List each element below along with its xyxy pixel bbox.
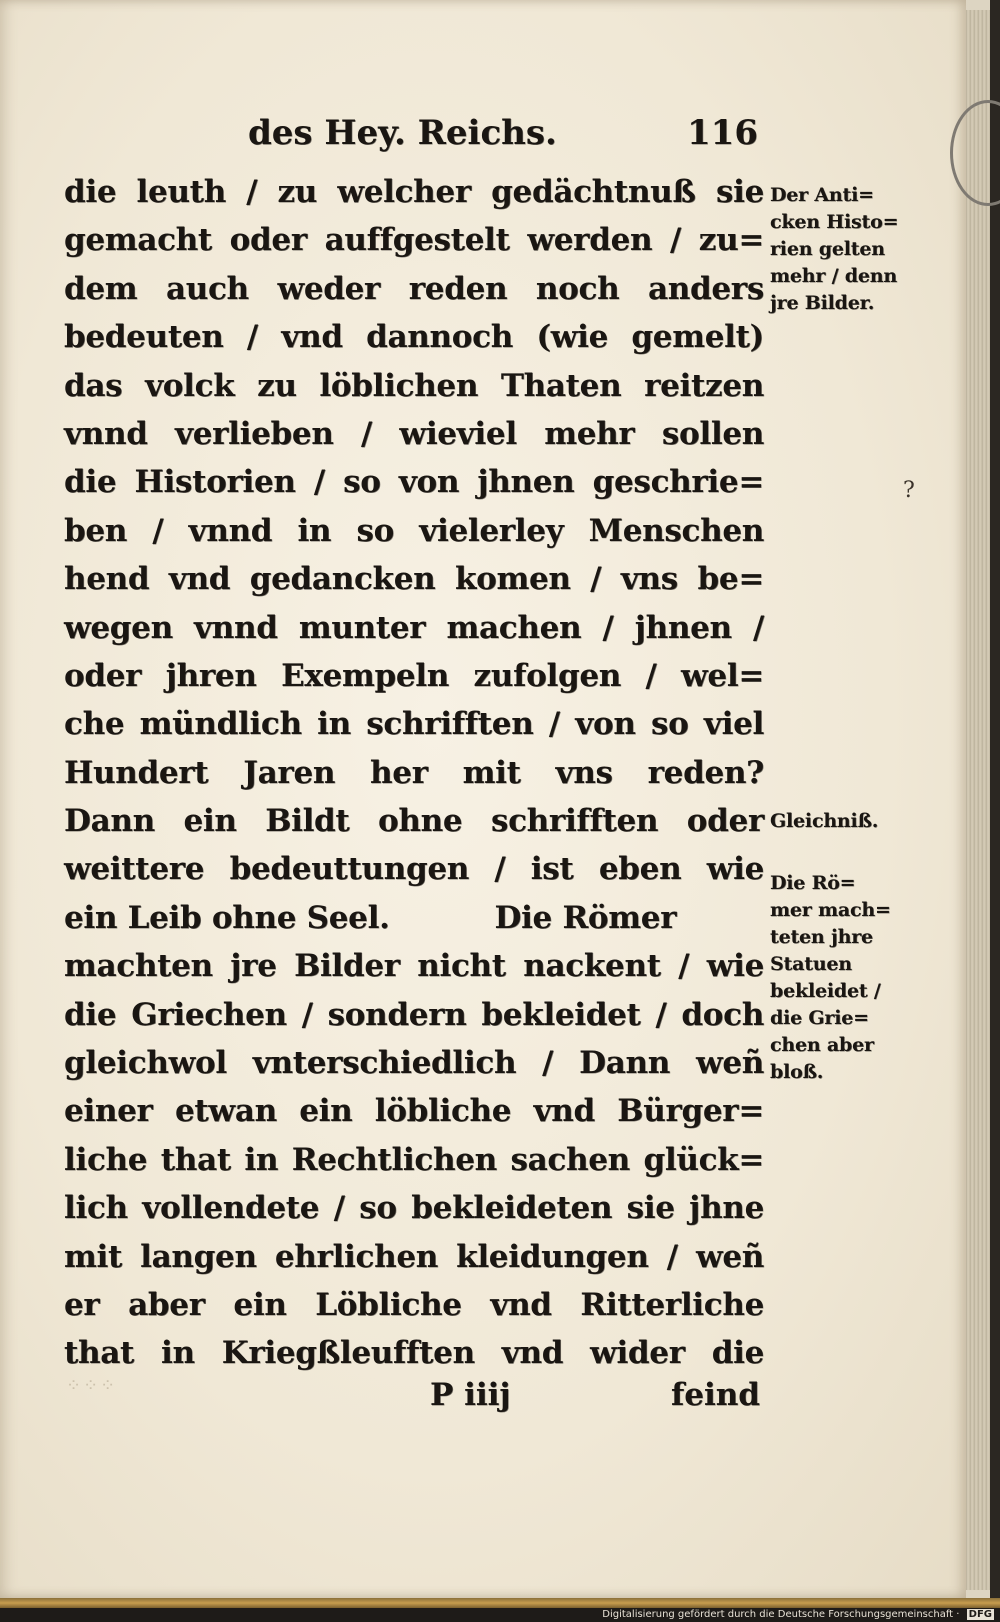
text-line: mit langen ehrlichen kleidungen / weñ [64,1238,764,1275]
margin-note-line: bekleidet / [770,980,881,1002]
margin-note-line: cken Histo= [770,211,899,233]
text-line: er aber ein Löbliche vnd Ritterliche [64,1286,764,1323]
text-line: that in Kriegßleufften vnd wider die [64,1335,764,1372]
margin-note-line: Gleichniß. [770,810,879,832]
text-line: machten jre Bilder nicht nackent / wie [64,948,764,985]
text-line: che mündlich in schrifften / von so viel [64,706,764,743]
text-line: vnnd verlieben / wieviel mehr sollen [64,415,764,452]
text-line: die Historien / so von jhnen geschrie= [64,464,764,501]
faint-stamp-mark: ⁘⁘⁘ [66,1375,118,1396]
margin-note-line: mehr / denn [770,265,897,287]
footer-separator: · [953,1609,963,1620]
text-line: wegen vnnd munter machen / jhnen / [64,609,764,646]
signature-mark: P iiij [430,1377,511,1413]
margin-note-line: jre Bilder. [770,292,875,314]
text-line: weittere bedeuttungen / ist eben wie [64,851,764,888]
text-line: ein Leib ohne Seel. Die Römer [64,899,677,936]
text-line: lich vollendete / so bekleideten sie jhne [64,1190,764,1227]
margin-note-line: bloß. [770,1061,824,1083]
text-line: die leuth / zu welcher gedächtnuß sie [64,174,764,210]
digitization-footer [0,1608,1000,1622]
text-line: oder jhren Exempeln zufolgen / wel= [64,657,764,694]
dfg-logo: DFG [968,1609,992,1620]
stray-ink-mark: ? [903,478,915,503]
text-line: Dann ein Bildt ohne schrifften oder [64,803,764,840]
running-title: des Hey. Reichs. [248,113,557,153]
page-number: 116 [687,113,758,153]
margin-note-line: Statuen [770,953,852,975]
text-line: liche that in Rechtlichen sachen glück= [64,1141,764,1178]
margin-note-line: Der Anti= [770,184,874,206]
main-text-block [64,168,764,1378]
scan-border [0,1598,1000,1608]
page-header [248,110,758,156]
text-line: dem auch weder reden noch anders [64,270,764,307]
text-line: gemacht oder auffgestelt werden / zu= [64,222,764,259]
catchword: feind [670,1377,760,1413]
text-line: einer etwan ein löbliche vnd Bürger= [64,1093,764,1130]
margin-note-antiquities [770,182,910,317]
margin-note-line: teten jhre [770,926,873,948]
margin-note-line: Die Rö= [770,872,856,894]
margin-note-romans [770,870,910,1086]
text-line: hend vnd gedancken komen / vns be= [64,561,764,598]
catchline [430,1370,760,1420]
footer-credit: Digitalisierung gefördert durch die Deutsche Forschungsgemeinschaft [602,1609,954,1620]
text-line: gleichwol vnterschiedlich / Dann weñ [64,1045,764,1082]
text-line: ben / vnnd in so vielerley Menschen [64,512,764,549]
margin-note-line: chen aber [770,1034,874,1056]
text-line: bedeuten / vnd dannoch (wie gemelt) [64,319,764,356]
margin-note-line: rien gelten [770,238,885,260]
text-line: das volck zu löblichen Thaten reitzen [64,367,764,404]
book-page-edges [966,10,990,1590]
text-line: Hundert Jaren her mit vns reden? [64,754,764,791]
margin-note-line: mer mach= [770,899,891,921]
margin-note-line: die Grie= [770,1007,869,1029]
text-line: die Griechen / sondern bekleidet / doch [64,996,764,1033]
margin-note-gleichnis [770,808,910,835]
